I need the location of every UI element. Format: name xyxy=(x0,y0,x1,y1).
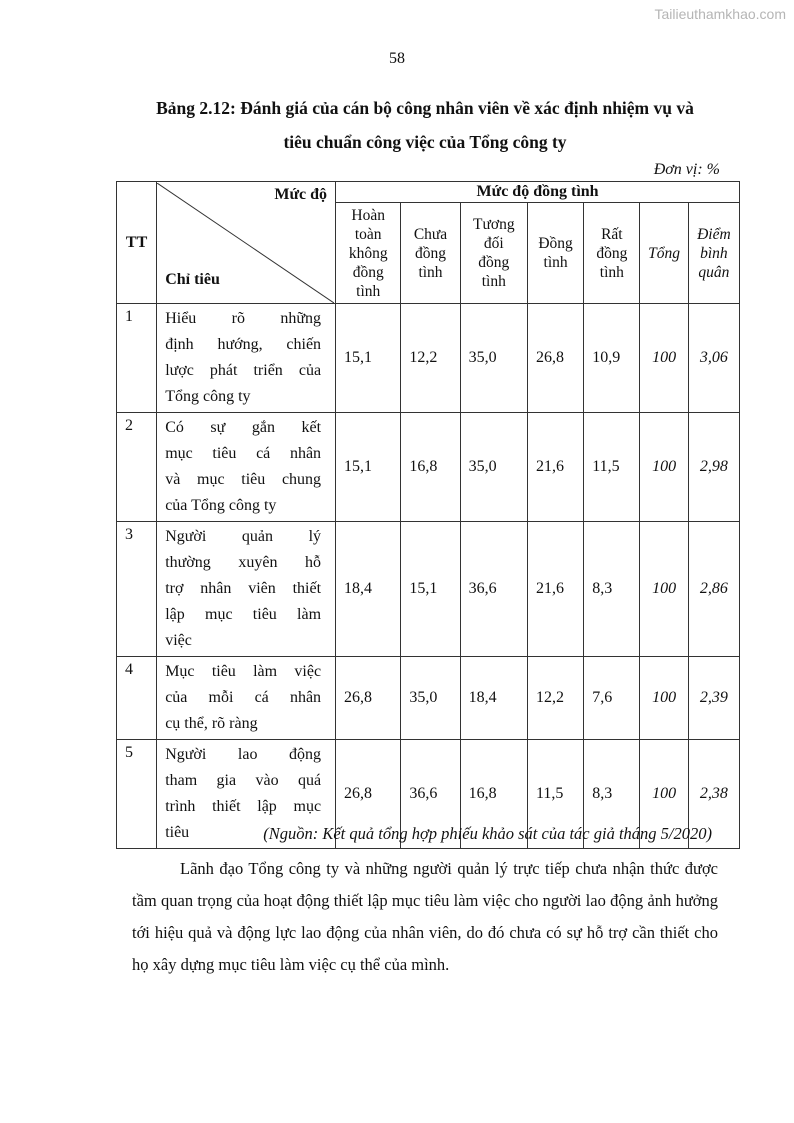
table-row xyxy=(117,304,740,413)
header-row-1 xyxy=(117,182,740,203)
header-line: Rất xyxy=(601,225,623,243)
value-total: 100 xyxy=(640,657,688,740)
header-col-agree xyxy=(527,203,583,304)
table-row xyxy=(117,657,740,740)
row-tt: 5 xyxy=(117,740,157,849)
value-neutral: 35,0 xyxy=(460,413,527,522)
value-total: 100 xyxy=(640,413,688,522)
table-body xyxy=(117,304,740,849)
header-tt: TT xyxy=(117,182,157,304)
value-neutral: 16,8 xyxy=(460,740,527,849)
value-disagree: 16,8 xyxy=(401,413,460,522)
body-paragraph xyxy=(132,853,718,981)
value-total: 100 xyxy=(640,740,688,849)
value-disagree: 35,0 xyxy=(401,657,460,740)
header-col-average xyxy=(688,203,739,304)
value-agree: 12,2 xyxy=(527,657,583,740)
value-average: 2,38 xyxy=(688,740,739,849)
criteria-line: thường xuyên hỗ xyxy=(165,554,322,571)
header-col-disagree xyxy=(401,203,460,304)
value-strongly-disagree: 26,8 xyxy=(336,740,401,849)
value-strongly-disagree: 15,1 xyxy=(336,304,401,413)
header-line: tình xyxy=(543,254,568,271)
header-col-strongly-agree xyxy=(584,203,640,304)
header-line: Hoàn xyxy=(351,206,385,224)
header-line: tình xyxy=(418,263,443,281)
criteria-line: Hiểu rõ những xyxy=(165,310,322,327)
value-neutral: 36,6 xyxy=(460,522,527,657)
header-line: Tương xyxy=(473,216,515,233)
value-strongly-agree: 8,3 xyxy=(584,740,640,849)
header-line: tình xyxy=(356,282,381,300)
header-criteria-label: Chỉ tiêu xyxy=(165,270,220,288)
value-agree: 11,5 xyxy=(527,740,583,849)
value-agree: 21,6 xyxy=(527,522,583,657)
criteria-line: Có sự gắn kết xyxy=(165,419,322,436)
value-strongly-agree: 10,9 xyxy=(584,304,640,413)
evaluation-table xyxy=(116,181,740,849)
row-criteria xyxy=(157,304,336,413)
table-row xyxy=(117,413,740,522)
header-line: đồng xyxy=(596,244,628,262)
value-neutral: 35,0 xyxy=(460,304,527,413)
row-criteria xyxy=(157,413,336,522)
criteria-line: định hướng, chiến xyxy=(165,336,322,353)
header-line: đồng xyxy=(352,263,384,281)
criteria-line: Người lao động xyxy=(165,746,322,763)
value-strongly-disagree: 15,1 xyxy=(336,413,401,522)
criteria-line: của mỗi cá nhân xyxy=(165,689,322,706)
watermark: Tailieuthamkhao.com xyxy=(654,6,786,22)
value-total: 100 xyxy=(640,522,688,657)
header-col-total: Tổng xyxy=(640,203,688,304)
row-tt: 3 xyxy=(117,522,157,657)
value-strongly-agree: 7,6 xyxy=(584,657,640,740)
criteria-line: Người quản lý xyxy=(165,528,322,545)
page-number: 58 xyxy=(389,50,405,67)
criteria-line: tham gia vào quá xyxy=(165,772,322,789)
value-disagree: 36,6 xyxy=(401,740,460,849)
criteria-line: lược phát triển của xyxy=(165,362,322,379)
unit-label: Đơn vị: % xyxy=(653,161,720,178)
header-line: tình xyxy=(599,263,624,281)
value-strongly-disagree: 26,8 xyxy=(336,657,401,740)
value-average: 2,39 xyxy=(688,657,739,740)
header-level-label: Mức độ xyxy=(274,185,328,203)
table-row xyxy=(117,522,740,657)
value-average: 2,98 xyxy=(688,413,739,522)
table-title-line-1: Bảng 2.12: Đánh giá của cán bộ công nhân viên về xác định nhiệm vụ và xyxy=(156,98,694,118)
header-line: Chưa xyxy=(413,225,448,243)
header-diagonal-cell xyxy=(157,182,336,304)
criteria-line: Tổng công ty xyxy=(165,388,251,405)
criteria-line: trình thiết lập mục xyxy=(165,798,322,815)
value-strongly-agree: 8,3 xyxy=(584,522,640,657)
header-line: Điểm xyxy=(697,225,731,243)
criteria-line: mục tiêu cá nhân xyxy=(165,445,322,462)
value-agree: 21,6 xyxy=(527,413,583,522)
value-disagree: 12,2 xyxy=(401,304,460,413)
body-paragraph-text: Lãnh đạo Tổng công ty và những người quản lý trực tiếp chưa nhận thức được tầm quan trọng của hoạt động thiết lập mục tiêu làm việc cho người lao động ảnh hưởng tới hiệu quả và động lực lao động của nhân viên, do đó chưa có sự hỗ trợ cần thiết cho họ xây dựng mục tiêu làm việc cụ thể của mình. xyxy=(132,859,718,974)
table-title-line-2: tiêu chuẩn công việc của Tổng công ty xyxy=(283,132,567,152)
header-line: toàn xyxy=(354,225,382,243)
criteria-line: lập mục tiêu làm xyxy=(165,606,322,623)
header-line: tình xyxy=(481,273,506,290)
header-line: không xyxy=(348,244,388,262)
source-note: (Nguồn: Kết quả tổng hợp phiếu khảo sát của tác giả tháng 5/2020) xyxy=(263,824,712,843)
row-criteria xyxy=(157,657,336,740)
criteria-line: và mục tiêu chung xyxy=(165,471,322,488)
criteria-line: việc xyxy=(165,632,192,649)
header-col-neutral xyxy=(460,203,527,304)
value-average: 3,06 xyxy=(688,304,739,413)
value-strongly-agree: 11,5 xyxy=(584,413,640,522)
criteria-line: trợ nhân viên thiết xyxy=(165,580,322,597)
value-disagree: 15,1 xyxy=(401,522,460,657)
header-col-strongly-disagree xyxy=(336,203,401,304)
value-neutral: 18,4 xyxy=(460,657,527,740)
row-criteria xyxy=(157,522,336,657)
row-tt: 2 xyxy=(117,413,157,522)
value-average: 2,86 xyxy=(688,522,739,657)
row-tt: 1 xyxy=(117,304,157,413)
row-tt: 4 xyxy=(117,657,157,740)
header-line: Đồng xyxy=(538,235,573,252)
header-line: quân xyxy=(698,263,730,281)
header-line: đối xyxy=(483,235,504,252)
criteria-line: tiêu xyxy=(165,824,190,841)
criteria-line: cụ thể, rõ ràng xyxy=(165,715,258,732)
criteria-line: Mục tiêu làm việc xyxy=(165,663,322,680)
header-line: đồng xyxy=(415,244,446,262)
value-strongly-disagree: 18,4 xyxy=(336,522,401,657)
header-agreement-group: Mức độ đồng tình xyxy=(336,182,740,203)
criteria-line: của Tổng công ty xyxy=(165,497,277,514)
header-line: bình xyxy=(700,244,728,262)
value-agree: 26,8 xyxy=(527,304,583,413)
value-total: 100 xyxy=(640,304,688,413)
header-line: đồng xyxy=(478,254,510,271)
